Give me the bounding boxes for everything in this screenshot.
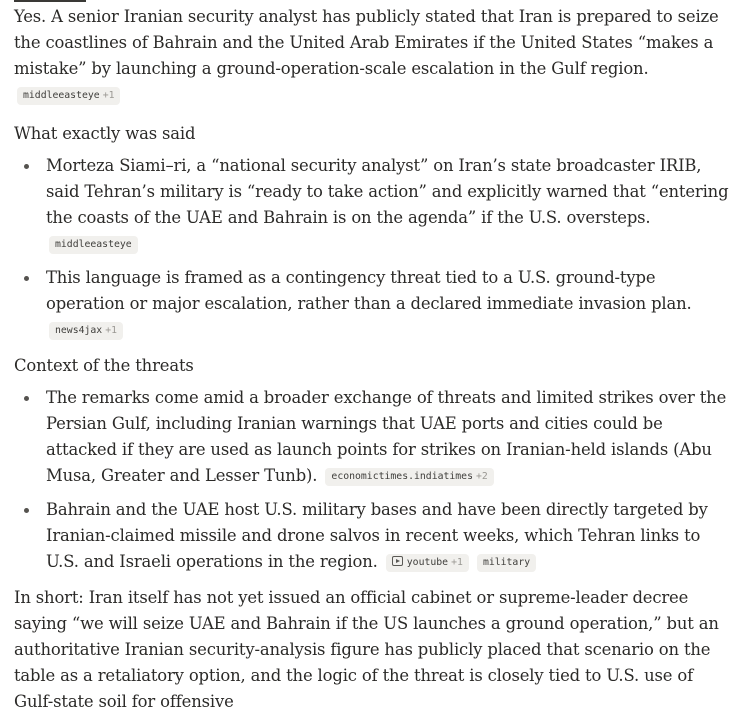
list-item-text: This language is framed as a contingency threat tied to a U.S. ground-type operation or major escalation, rather than a declared immediate invasion plan. bbox=[46, 268, 692, 313]
list-item-text: Morteza Siami–ri, a “national security analyst” on Iran’s state broadcaster IRIB, said Tehran’s military is “ready to take action” and explicitly warned that “entering the coasts of the UAE and Bahrain is on the agenda” if the U.S. oversteps. bbox=[46, 156, 729, 227]
list-item bbox=[14, 385, 736, 489]
section-heading-context: Context of the threats bbox=[14, 356, 194, 375]
intro-paragraph bbox=[14, 4, 736, 108]
summary-paragraph: In short: Iran itself has not yet issued an official cabinet or supreme-leader decree saying “we will seize UAE and Bahrain if the US launches a ground operation,” but an authoritative Iranian security-analysis figure has publicly placed that scenario on the table as a retaliatory option, and the logic of the threat is closely tied to U.S. use of Gulf-state soil for offensive bbox=[14, 588, 719, 711]
source-chip-news4jax[interactable]: news4jax +1 bbox=[49, 322, 123, 340]
bullet-icon bbox=[24, 508, 29, 513]
source-more-count: +2 bbox=[475, 471, 488, 482]
list-item bbox=[14, 265, 736, 343]
list-item-text: The remarks come amid a broader exchange of threats and limited strikes over the Persian Gulf, including Iranian warnings that UAE ports and cities could be attacked if they are used as launch points for strikes on Iranian-held islands (Abu Musa, Greater and Lesser Tunb). bbox=[46, 388, 727, 485]
source-chip-military[interactable]: military bbox=[477, 554, 536, 572]
source-chip-middleeasteye[interactable]: middleeasteye bbox=[49, 236, 138, 254]
bullet-icon bbox=[24, 164, 29, 169]
bullet-icon bbox=[24, 396, 29, 401]
list-item-text: Bahrain and the UAE host U.S. military bases and have been directly targeted by Iranian-claimed missile and drone salvos in recent weeks, which Tehran links to U.S. and Israeli operations in the region. bbox=[46, 500, 708, 571]
section-heading-what-was-said: What exactly was said bbox=[14, 124, 196, 143]
list-item bbox=[14, 497, 736, 575]
intro-text: Yes. A senior Iranian security analyst has publicly stated that Iran is prepared to seize the coastlines of Bahrain and the United Arab Emirates if the United States “makes a mistake” by launching a ground-operation-scale escalation in the Gulf region. bbox=[14, 7, 719, 78]
section1-list bbox=[14, 153, 736, 343]
section2-list bbox=[14, 385, 736, 575]
source-more-count: +1 bbox=[102, 90, 115, 101]
source-more-count: +1 bbox=[105, 325, 117, 336]
source-chip-youtube[interactable]: youtube +1 bbox=[386, 554, 469, 572]
source-chip-middleeasteye[interactable]: middleeasteye +1 bbox=[17, 87, 120, 105]
bullet-icon bbox=[24, 276, 29, 281]
source-chip-economictimes[interactable]: economictimes.indiatimes +2 bbox=[325, 468, 493, 486]
top-divider bbox=[14, 0, 86, 2]
source-more-count: +1 bbox=[451, 557, 463, 568]
list-item bbox=[14, 153, 736, 257]
assistant-answer bbox=[14, 4, 736, 715]
youtube-icon bbox=[392, 556, 403, 566]
